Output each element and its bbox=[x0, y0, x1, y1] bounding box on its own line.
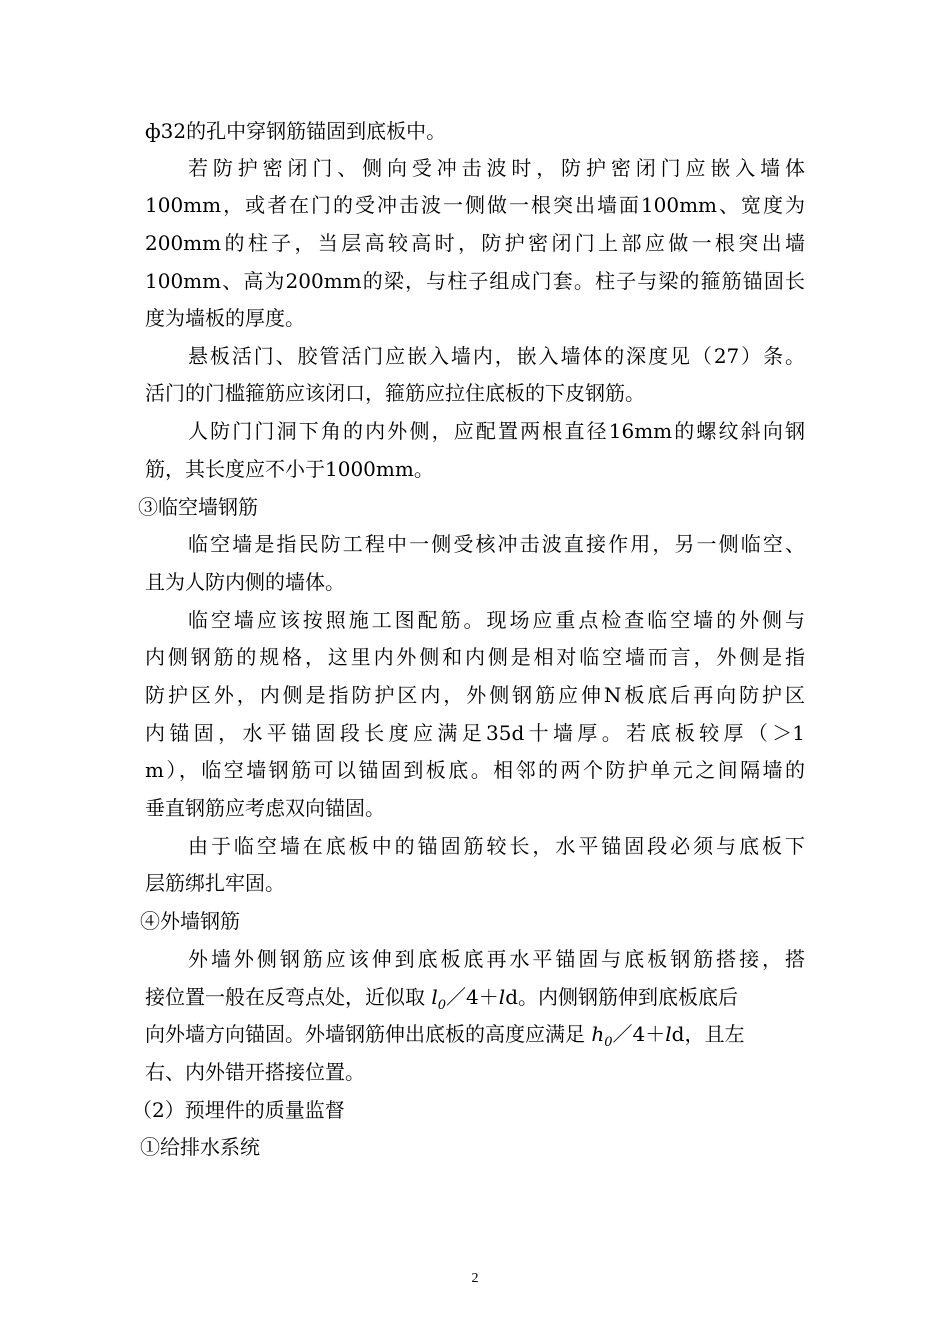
text-line: 临空墙是指民防工程中一侧受核冲击波直接作用，另一侧临空、 bbox=[188, 532, 805, 556]
formula-subscript: 0 bbox=[604, 1035, 613, 1050]
text-line: 人防门门洞下角的内外侧，应配置两根直径16mm的螺纹斜向钢 bbox=[188, 419, 805, 443]
text-segment: d，且左 bbox=[671, 1022, 745, 1046]
text-line: 200mm的柱子，当层高较高时，防护密闭门上部应做一根突出墙 bbox=[145, 231, 805, 255]
text-line: ф32的孔中穿钢筋锚固到底板中。 bbox=[145, 119, 447, 143]
formula-variable: l bbox=[431, 985, 438, 1009]
text-line: 垂直钢筋应考虑双向锚固。 bbox=[145, 796, 385, 820]
section-heading: （2）预埋件的质量监督 bbox=[132, 1098, 345, 1122]
section-heading: ④外墙钢筋 bbox=[140, 909, 240, 933]
section-heading: ①给排水系统 bbox=[140, 1135, 260, 1159]
text-line: 临空墙应该按照施工图配筋。现场应重点检查临空墙的外侧与 bbox=[188, 608, 805, 632]
formula-variable: l bbox=[498, 985, 506, 1009]
text-line: 防护区外，内侧是指防护区内，外侧钢筋应伸N板底后再向防护区 bbox=[145, 683, 805, 707]
text-line: 活门的门槛箍筋应该闭口，箍筋应拉住底板的下皮钢筋。 bbox=[145, 381, 645, 405]
text-segment: 向外墙方向锚固。外墙钢筋伸出底板的高度应满足 bbox=[145, 1022, 585, 1046]
text-line: 100mm，或者在门的受冲击波一侧做一根突出墙面100mm、宽度为 bbox=[145, 193, 805, 217]
text-line: 悬板活门、胶管活门应嵌入墙内，嵌入墙体的深度见（27）条。 bbox=[188, 344, 805, 368]
text-line: 层筋绑扎牢固。 bbox=[145, 871, 285, 895]
section-heading: ③临空墙钢筋 bbox=[138, 495, 258, 519]
text-segment: d。内侧钢筋伸到底板底后 bbox=[505, 985, 738, 1009]
formula-variable: l bbox=[665, 1022, 672, 1046]
text-line: 内侧钢筋的规格，这里内外侧和内侧是相对临空墙而言，外侧是指 bbox=[145, 645, 805, 669]
text-line: 内锚固，水平锚固段长度应满足35d十墙厚。若底板较厚（＞1 bbox=[145, 721, 805, 745]
text-line: 若防护密闭门、侧向受冲击波时，防护密闭门应嵌入墙体 bbox=[188, 156, 805, 180]
text-line: 度为墙板的厚度。 bbox=[145, 306, 305, 330]
text-line-with-formula bbox=[145, 984, 805, 1013]
text-line: 外墙外侧钢筋应该伸到底板底再水平锚固与底板钢筋搭接，搭 bbox=[188, 947, 805, 971]
formula-subscript: 0 bbox=[437, 998, 447, 1013]
formula-text: ／4＋ bbox=[446, 985, 499, 1009]
text-line: 筋，其长度应不小于1000mm。 bbox=[145, 457, 434, 481]
formula-variable: h bbox=[591, 1022, 605, 1046]
text-line: 由于临空墙在底板中的锚固筋较长，水平锚固段必须与底板下 bbox=[188, 834, 805, 858]
text-line: 右、内外错开搭接位置。 bbox=[145, 1060, 365, 1084]
text-line: 且为人防内侧的墙体。 bbox=[145, 570, 345, 594]
page-number: 2 bbox=[471, 1271, 479, 1286]
text-line-with-formula bbox=[145, 1021, 805, 1050]
text-segment: 接位置一般在反弯点处，近似取 bbox=[145, 985, 425, 1009]
text-line: 100mm、高为200mm的梁，与柱子组成门套。柱子与梁的箍筋锚固长 bbox=[145, 269, 805, 293]
formula-text: ／4＋ bbox=[612, 1022, 666, 1046]
text-line: m），临空墙钢筋可以锚固到板底。相邻的两个防护单元之间隔墙的 bbox=[145, 758, 805, 782]
